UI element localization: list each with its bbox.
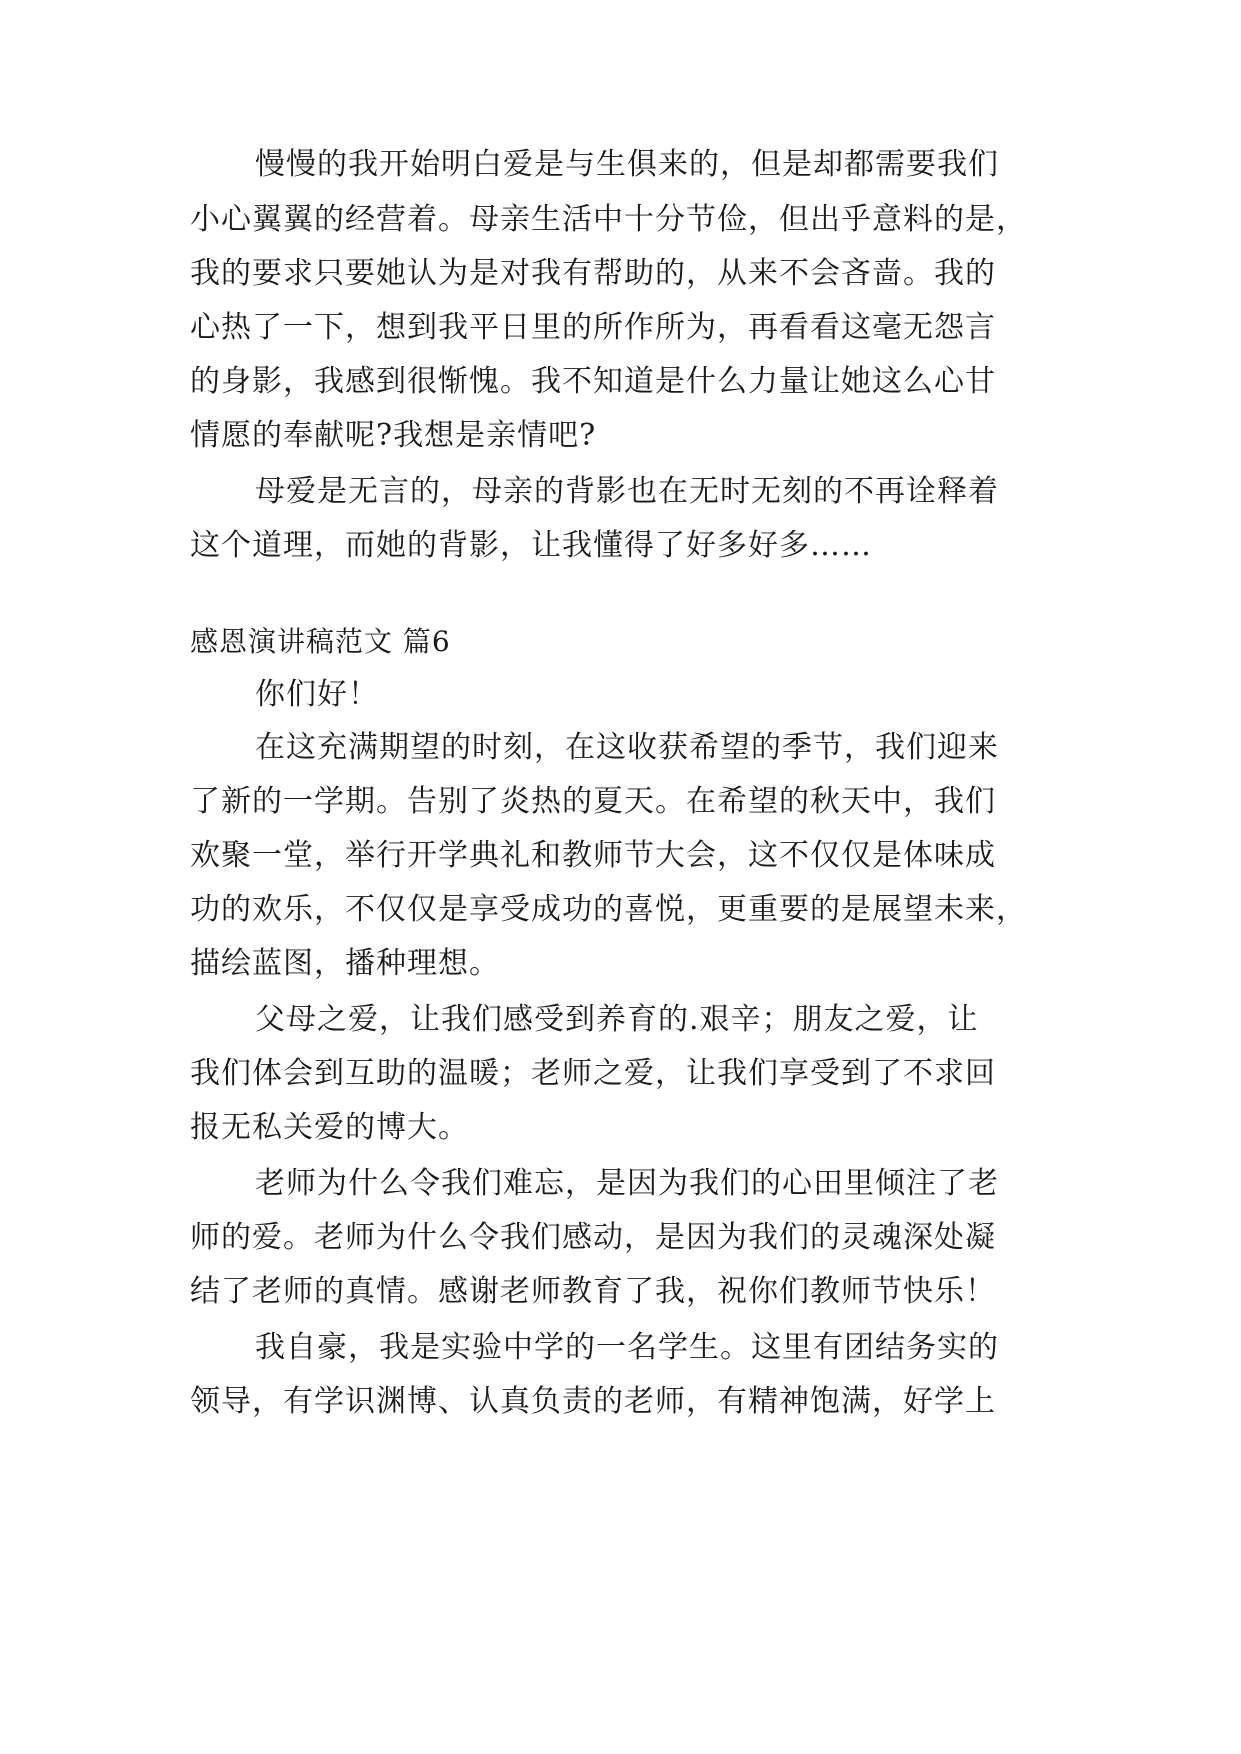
paragraph-line: 心热了一下，想到我平日里的所作所为，再看看这毫无怨言 — [190, 310, 996, 345]
paragraph-line: 结了老师的真情。感谢老师教育了我，祝你们教师节快乐！ — [190, 1274, 996, 1309]
paragraph-line: 在这充满期望的时刻，在这收获希望的季节，我们迎来 — [255, 730, 999, 765]
paragraph-line: 母爱是无言的，母亲的背影也在无时无刻的不再诠释着 — [255, 474, 999, 509]
paragraph-line: 小心翼翼的经营着。母亲生活中十分节俭，但出乎意料的是， — [190, 202, 1027, 237]
paragraph-line: 欢聚一堂，举行开学典礼和教师节大会，这不仅仅是体味成 — [190, 838, 996, 873]
paragraph-line: 报无私关爱的博大。 — [190, 1110, 469, 1145]
paragraph-line: 了新的一学期。告别了炎热的夏天。在希望的秋天中，我们 — [190, 784, 996, 819]
paragraph-line: 父母之爱，让我们感受到养育的.艰辛；朋友之爱，让 — [255, 1002, 979, 1037]
paragraph-line: 领导，有学识渊博、认真负责的老师，有精神饱满，好学上 — [190, 1384, 996, 1419]
paragraph-line: 慢慢的我开始明白爱是与生俱来的，但是却都需要我们 — [255, 147, 999, 182]
paragraph-line: 的身影，我感到很惭愧。我不知道是什么力量让她这么心甘 — [190, 364, 996, 399]
paragraph-line: 功的欢乐，不仅仅是享受成功的喜悦，更重要的是展望未来， — [190, 892, 1027, 927]
paragraph-line: 师的爱。老师为什么令我们感动，是因为我们的灵魂深处凝 — [190, 1220, 996, 1255]
paragraph-line: 老师为什么令我们难忘，是因为我们的心田里倾注了老 — [255, 1166, 999, 1201]
greeting-line: 你们好！ — [255, 677, 379, 712]
paragraph-line: 我们体会到互助的温暖；老师之爱，让我们享受到了不求回 — [190, 1056, 996, 1091]
section-heading: 感恩演讲稿范文 篇6 — [190, 625, 451, 658]
paragraph-line: 这个道理，而她的背影，让我懂得了好多好多…… — [190, 528, 872, 563]
paragraph-line: 我的要求只要她认为是对我有帮助的，从来不会吝啬。我的 — [190, 256, 996, 291]
paragraph-line: 描绘蓝图，播种理想。 — [190, 946, 500, 981]
paragraph-line: 我自豪，我是实验中学的一名学生。这里有团结务实的 — [255, 1330, 999, 1365]
paragraph-line: 情愿的奉献呢?我想是亲情吧? — [190, 418, 597, 453]
